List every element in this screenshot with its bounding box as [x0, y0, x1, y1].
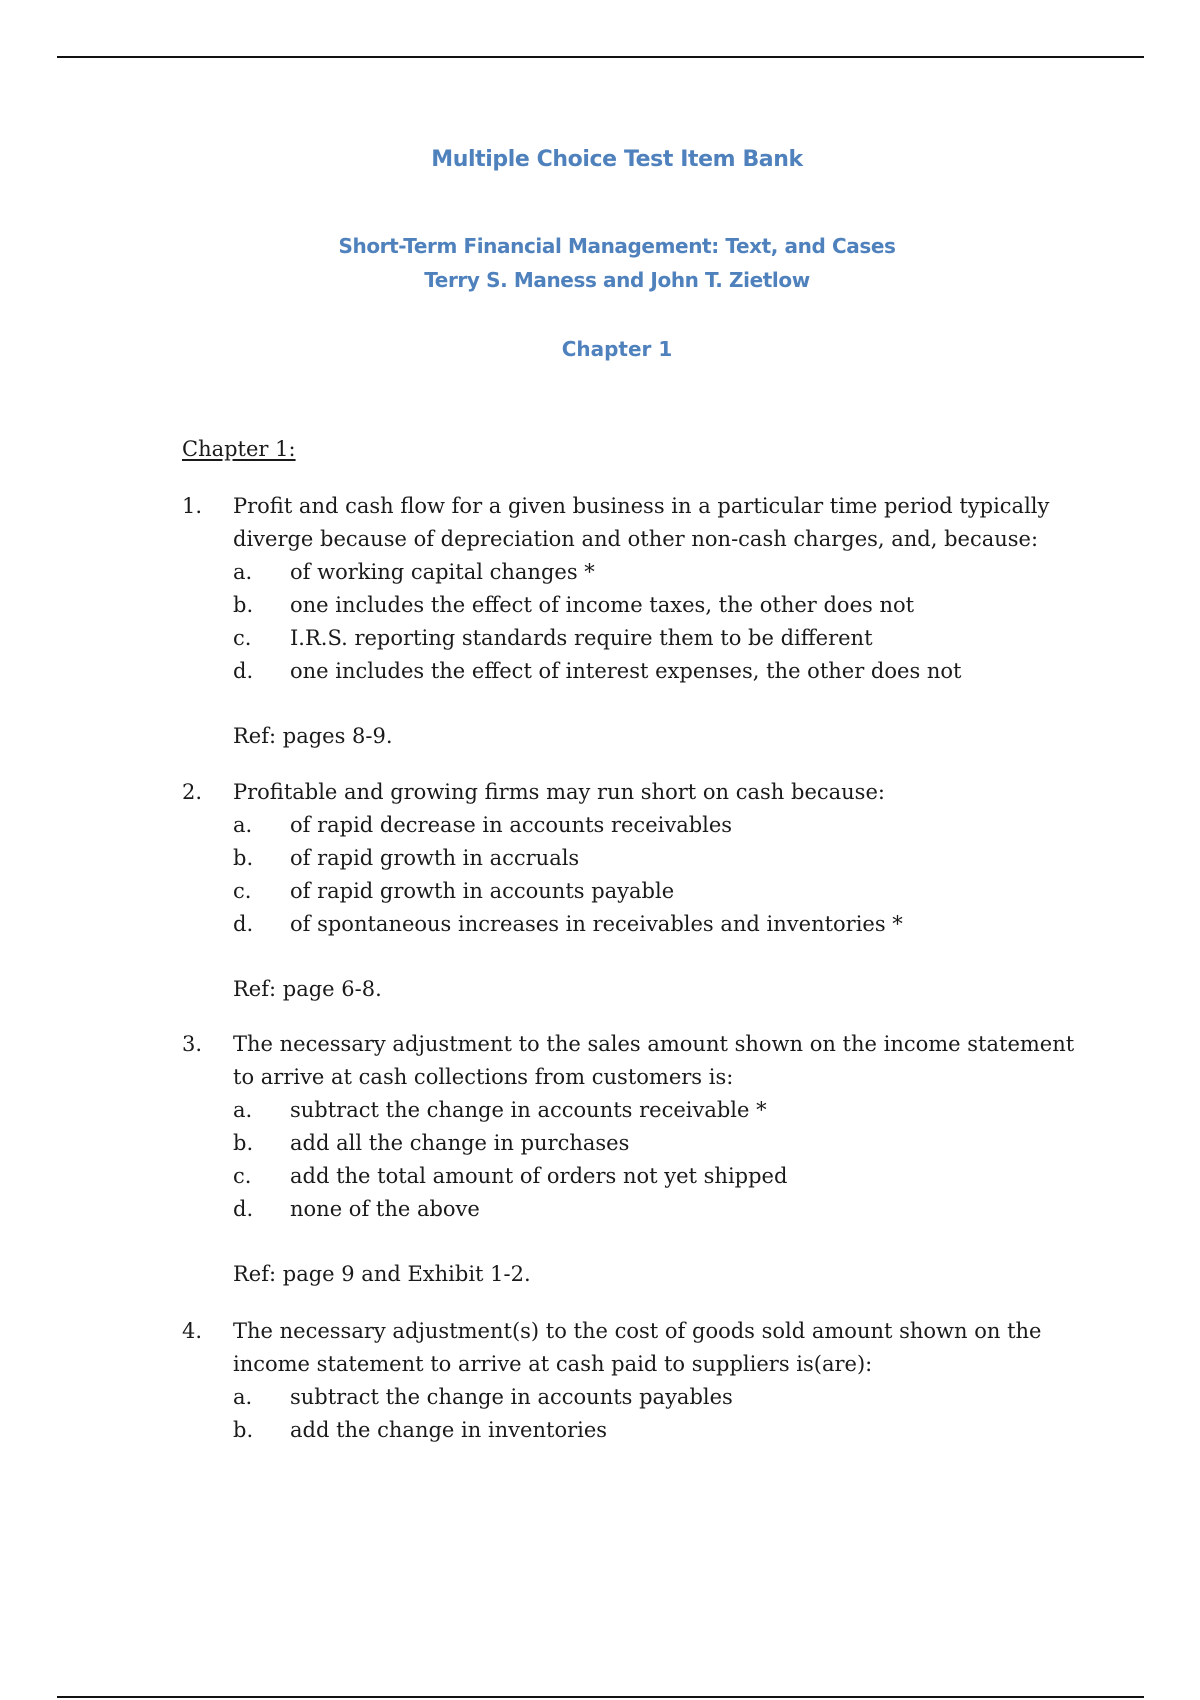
option-c: [182, 875, 1062, 908]
option-d: [182, 908, 1062, 941]
option-a: [182, 556, 1062, 589]
option-text: of rapid growth in accounts payable: [290, 879, 675, 903]
option-b: [182, 1414, 1062, 1447]
section-label: Chapter 1:: [182, 437, 296, 461]
option-text: add the total amount of orders not yet shipped: [290, 1164, 788, 1188]
option-letter: b.: [233, 593, 254, 617]
option-b: [182, 589, 1062, 622]
option-text: of rapid decrease in accounts receivables: [290, 813, 733, 837]
option-letter: c.: [233, 1164, 252, 1188]
question-number: 3.: [182, 1032, 203, 1056]
bottom-rule: [57, 1696, 1144, 1698]
option-b: [182, 1127, 1062, 1160]
option-a: [182, 1381, 1062, 1414]
option-text: one includes the effect of income taxes, the other does not: [290, 593, 915, 617]
option-letter: c.: [233, 879, 252, 903]
book-title: Short-Term Financial Management: Text, and Cases: [338, 234, 896, 258]
option-letter: b.: [233, 1131, 254, 1155]
option-d: [182, 655, 1062, 688]
option-text: add all the change in purchases: [290, 1131, 630, 1155]
option-c: [182, 622, 1062, 655]
option-a: [182, 1094, 1062, 1127]
question-text: income statement to arrive at cash paid to suppliers is(are):: [233, 1352, 873, 1376]
option-letter: a.: [233, 1098, 253, 1122]
question-line: [182, 776, 1062, 809]
question-2: [182, 776, 1062, 1006]
question-text: Profitable and growing firms may run short on cash because:: [233, 780, 885, 804]
question-ref: Ref: page 6-8.: [233, 977, 382, 1001]
option-text: of rapid growth in accruals: [290, 846, 580, 870]
option-letter: a.: [233, 560, 253, 584]
option-c: [182, 1160, 1062, 1193]
question-line: [182, 1061, 1062, 1094]
option-text: add the change in inventories: [290, 1418, 608, 1442]
option-letter: d.: [233, 1197, 254, 1221]
option-letter: c.: [233, 626, 252, 650]
option-letter: b.: [233, 846, 254, 870]
question-line: [182, 1315, 1062, 1348]
option-a: [182, 809, 1062, 842]
question-line: [182, 490, 1062, 523]
option-text: I.R.S. reporting standards require them to be different: [290, 626, 873, 650]
option-text: one includes the effect of interest expenses, the other does not: [290, 659, 962, 683]
authors: Terry S. Maness and John T. Zietlow: [424, 268, 810, 292]
option-b: [182, 842, 1062, 875]
question-text: diverge because of depreciation and other non-cash charges, and, because:: [233, 527, 1039, 551]
question-1: [182, 490, 1062, 753]
option-letter: a.: [233, 1385, 253, 1409]
question-ref: Ref: pages 8-9.: [233, 724, 393, 748]
question-text: to arrive at cash collections from customers is:: [233, 1065, 734, 1089]
question-number: 1.: [182, 494, 203, 518]
option-letter: d.: [233, 659, 254, 683]
question-text: The necessary adjustment(s) to the cost of goods sold amount shown on the: [233, 1319, 1042, 1343]
question-text: The necessary adjustment to the sales amount shown on the income statement: [233, 1032, 1075, 1056]
option-letter: d.: [233, 912, 254, 936]
option-letter: b.: [233, 1418, 254, 1442]
question-line: [182, 1348, 1062, 1381]
question-number: 2.: [182, 780, 203, 804]
document-title: Multiple Choice Test Item Bank: [431, 147, 803, 172]
question-ref: Ref: page 9 and Exhibit 1-2.: [233, 1262, 531, 1286]
option-text: subtract the change in accounts receivable *: [290, 1098, 767, 1122]
question-text: Profit and cash flow for a given business in a particular time period typically: [233, 494, 1050, 518]
option-text: of working capital changes *: [290, 560, 595, 584]
option-text: of spontaneous increases in receivables and inventories *: [290, 912, 903, 936]
question-line: [182, 523, 1062, 556]
question-number: 4.: [182, 1319, 203, 1343]
question-3: [182, 1028, 1075, 1291]
option-text: none of the above: [290, 1197, 480, 1221]
top-rule: [57, 56, 1144, 58]
option-d: [182, 1193, 1062, 1226]
question-line: [182, 1028, 1075, 1061]
chapter-heading: Chapter 1: [561, 337, 673, 361]
option-letter: a.: [233, 813, 253, 837]
option-text: subtract the change in accounts payables: [290, 1385, 733, 1409]
question-4: [182, 1315, 1062, 1447]
